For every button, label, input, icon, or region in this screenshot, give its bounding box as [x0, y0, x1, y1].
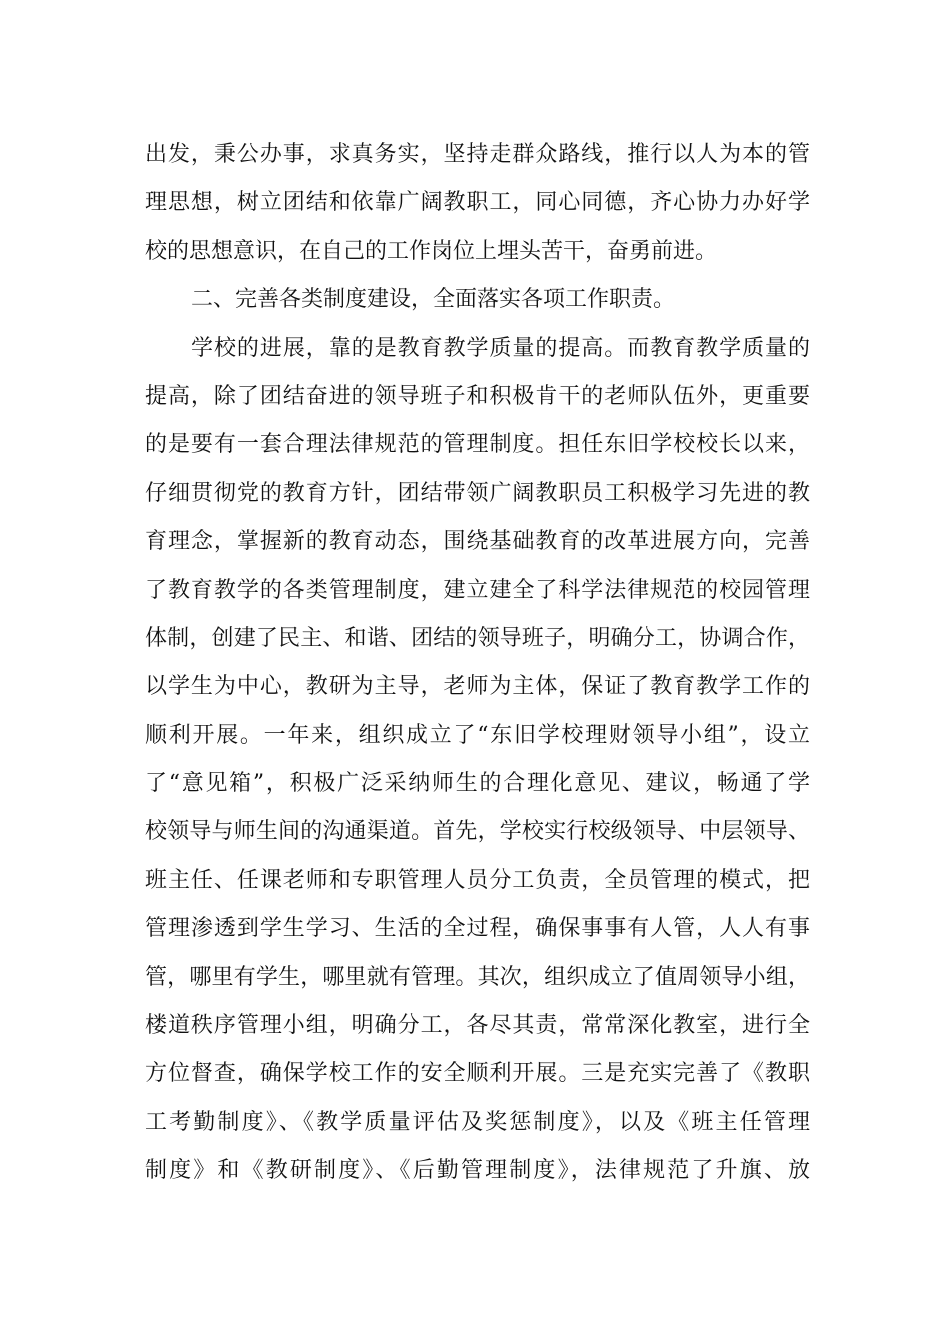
- text-line: 体制，创建了民主、和谐、团结的领导班子，明确分工，协调合作，: [145, 625, 810, 651]
- text-line: 的是要有一套合理法律规范的管理制度。担任东旧学校校长以来，: [145, 432, 810, 458]
- text-line: 管理渗透到学生学习、生活的全过程，确保事事有人管，人人有事: [145, 916, 810, 942]
- text-line: 了“意见箱”，积极广泛采纳师生的合理化意见、建议，畅通了学: [145, 771, 810, 797]
- text-line: 以学生为中心，教研为主导，老师为主体，保证了教育教学工作的: [145, 674, 810, 700]
- text-line: 育理念，掌握新的教育动态，围绕基础教育的改革进展方向，完善: [145, 529, 810, 555]
- text-line: 了教育教学的各类管理制度，建立建全了科学法律规范的校园管理: [145, 577, 810, 603]
- text-line: 管，哪里有学生，哪里就有管理。其次，组织成立了值周领导小组，: [145, 964, 810, 990]
- text-line: 班主任、任课老师和专职管理人员分工负责，全员管理的模式，把: [145, 867, 810, 893]
- text-line: 楼道秩序管理小组，明确分工，各尽其责，常常深化教室，进行全: [145, 1013, 810, 1039]
- text-line: 出发，秉公办事，求真务实，坚持走群众路线，推行以人为本的管: [145, 142, 810, 167]
- text-line: 仔细贯彻党的教育方针，团结带领广阔教职员工积极学习先进的教: [145, 480, 810, 506]
- text-line: 工考勤制度》、《教学质量评估及奖惩制度》，以及《班主任管理: [145, 1109, 810, 1135]
- text-line: 提高，除了团结奋进的领导班子和积极肯干的老师队伍外，更重要: [145, 383, 810, 409]
- document-body: [145, 131, 810, 1196]
- section-heading: 二、完善各类制度建设，全面落实各项工作职责。: [191, 287, 676, 313]
- text-line: 顺利开展。一年来，组织成立了“东旧学校理财领导小组”，设立: [145, 722, 810, 748]
- text-line: 制度》和《教研制度》、《后勤管理制度》，法律规范了升旗、放: [145, 1158, 810, 1184]
- text-line: 校的思想意识，在自己的工作岗位上埋头苦干，奋勇前进。: [145, 238, 718, 264]
- text-line: 学校的进展，靠的是教育教学质量的提高。而教育教学质量的: [191, 335, 810, 361]
- text-line: 方位督查，确保学校工作的安全顺利开展。三是充实完善了《教职: [145, 1061, 810, 1087]
- text-line: 校领导与师生间的沟通渠道。首先，学校实行校级领导、中层领导、: [145, 819, 810, 845]
- text-line: 理思想，树立团结和依靠广阔教职工，同心同德，齐心协力办好学: [145, 190, 810, 216]
